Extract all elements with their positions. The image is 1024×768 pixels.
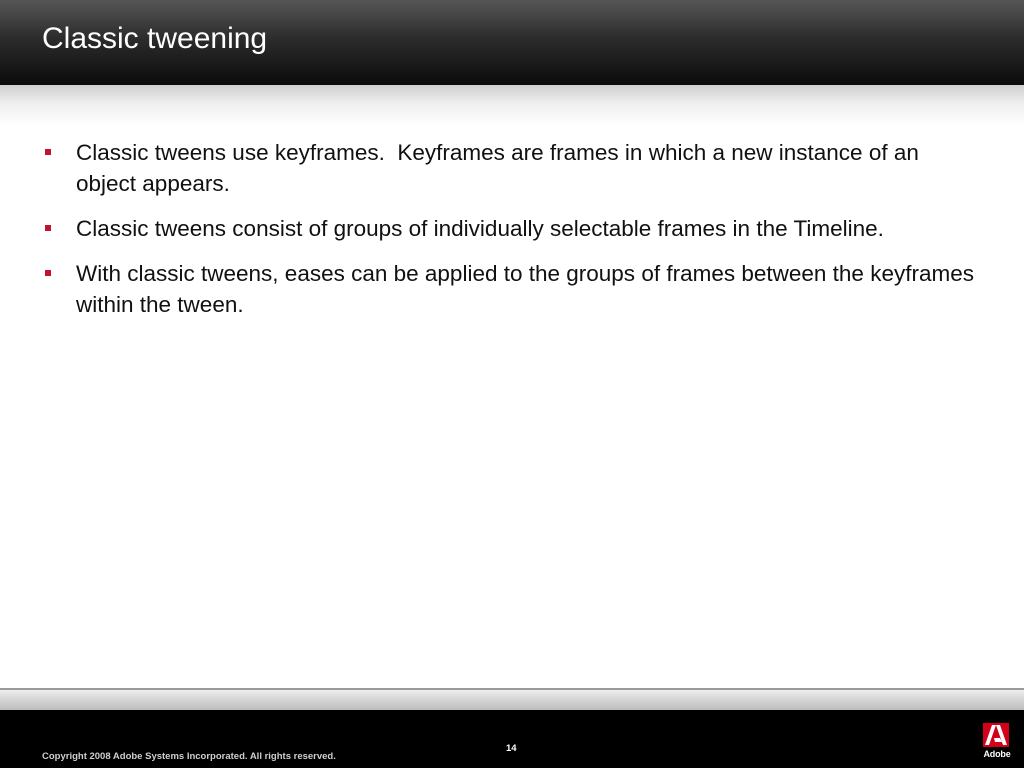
bullet-text: With classic tweens, eases can be applied to the groups of frames between the keyframes within the tween. bbox=[76, 261, 981, 317]
square-bullet-icon bbox=[45, 225, 51, 231]
bullet-list bbox=[42, 137, 982, 334]
page-number: 14 bbox=[506, 743, 517, 754]
footer-divider-line bbox=[0, 688, 1024, 690]
bullet-item bbox=[42, 258, 982, 320]
bullet-item bbox=[42, 137, 982, 199]
square-bullet-icon bbox=[45, 149, 51, 155]
header-band bbox=[0, 0, 1024, 85]
bullet-text: Classic tweens consist of groups of individually selectable frames in the Timeline. bbox=[76, 216, 884, 241]
header-shadow bbox=[0, 85, 1024, 125]
bullet-text: Classic tweens use keyframes. Keyframes are frames in which a new instance of an object appears. bbox=[76, 140, 926, 196]
square-bullet-icon bbox=[45, 270, 51, 276]
slide-title: Classic tweening bbox=[42, 22, 268, 55]
adobe-logo bbox=[980, 723, 1014, 763]
copyright-text: Copyright 2008 Adobe Systems Incorporated. All rights reserved. bbox=[42, 751, 336, 762]
bullet-item bbox=[42, 213, 982, 244]
footer-divider-band bbox=[0, 688, 1024, 710]
adobe-logo-icon bbox=[983, 723, 1009, 747]
adobe-logo-text: Adobe bbox=[983, 749, 1011, 759]
